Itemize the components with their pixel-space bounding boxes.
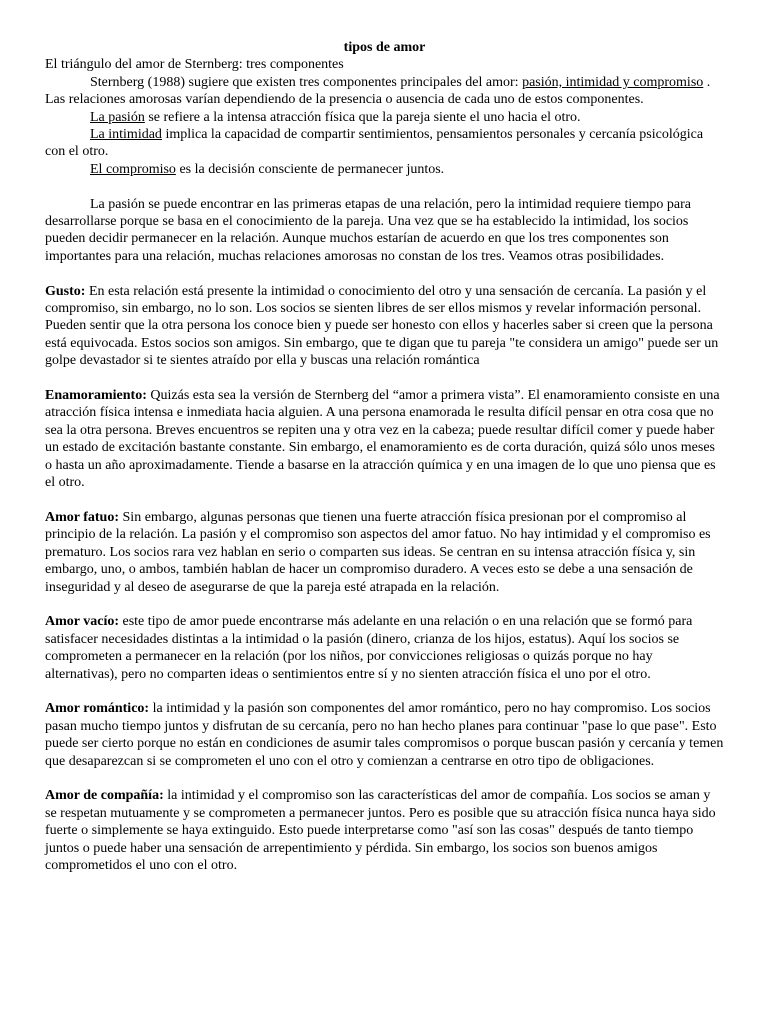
love-type-name: Gusto: [45,283,86,299]
definition-term: La pasión [90,109,145,125]
definition-text: implica la capacidad de compartir sentimientos, pensamientos personales y cercanía psicológica con el otro. [45,127,704,160]
love-type-name: Amor de compañía: [45,788,164,804]
definition-commitment [45,161,724,178]
love-type-liking [45,283,724,370]
love-type-name: Amor romántico: [45,701,150,717]
definition-term: La intimidad [90,127,162,143]
definition-text: es la decisión consciente de permanecer juntos. [175,161,445,177]
love-type-fatuous [45,509,724,596]
love-type-name: Enamoramiento: [45,388,147,404]
definition-passion [45,109,724,126]
love-type-name: Amor fatuo: [45,509,120,525]
definition-term: El compromiso [90,161,176,177]
love-type-text: Quizás esta sea la versión de Sternberg del “amor a primera vista”. El enamoramiento consiste en una atracción física intensa e inmediata hacia alguien. A una persona enamorada le resulta difícil pensar en otra cosa que no sea la otra persona. Breves encuentros se repiten una y otra vez en la cabeza; puede resultar difícil comer y puede haber un estado de excitación bastante constante. Sin embargo, el enamoramiento es de corta duración, quizá sólo unos meses o hasta un año aproximadamente. Tiende a basarse en la atracción química y en una imagen de lo que uno piensa que es el otro. [45,388,720,491]
love-type-text: este tipo de amor puede encontrarse más adelante en una relación o en una relación que se formó para satisfacer necesidades distintas a la intimidad o la pasión (dinero, crianza de los hijos, estatus). Aquí los socios se comprometen a permanecer en la relación (por los niños, por convicciones religiosas o quizás porque no hay alternativas), pero no comparten ideas o sentimientos entre sí y no sienten atracción física el uno por el otro. [45,614,693,682]
love-type-text: la intimidad y la pasión son componentes del amor romántico, pero no hay compromiso. Los socios pasan mucho tiempo juntos y disfrutan de su cercanía, pero no han hecho planes para continuar "pase lo que pase". Esto puede ser cierto porque no están en condiciones de asumir tales compromisos o porque buscan pasión y cercanía y temen que desaparezcan si se comprometen el uno con el otro y comienzan a centrarse en otro tipo de obligaciones. [45,701,724,769]
love-type-empty [45,613,724,683]
intro-paragraph [45,74,724,109]
intro-components: pasión, intimidad y compromiso [522,74,704,90]
definition-intimacy [45,126,724,161]
intro-rest: . Las relaciones amorosas varían dependiendo de la presencia o ausencia de cada uno de estos componentes. [45,74,711,108]
definition-text: se refiere a la intensa atracción física que la pareja siente el uno hacia el otro. [144,109,581,125]
love-type-text: Sin embargo, algunas personas que tienen una fuerte atracción física presionan por el compromiso al principio de la relación. La pasión y el compromiso son aspectos del amor fatuo. No hay intimidad y el compromiso es prematuro. Los socios rara vez hablan en serio o comparten sus ideas. Se centran en su intensa atracción física y, sin embargo, uno, o ambos, también hablan de hacer un compromiso duradero. A veces esto se debe a una sensación de inseguridad y al deseo de asegurarse de que la pareja esté atrapada en la relación. [45,509,711,595]
love-type-text: la intimidad y el compromiso son las características del amor de compañía. Los socios se aman y se respetan mutuamente y se comprometen a permanecer juntos. Pero es posible que su atracción física nunca haya sido fuerte o simplemente se haya extinguido. Esto puede interpretarse como "así son las cosas" después de tanto tiempo juntos o puede haber una sensación de arrepentimiento y pérdida. Sin embargo, los socios son buenos amigos comprometidos el uno con el otro. [45,788,716,873]
love-type-text: En esta relación está presente la intimidad o conocimiento del otro y una sensación de cercanía. La pasión y el compromiso, sin embargo, no lo son. Los socios se sienten libres de ser ellos mismos y revelar información personal. Pueden sentir que la otra persona los conoce bien y puede ser honesto con ellos y hacerles saber si creen que la persona está equivocada. Estos socios son amigos. Sin embargo, que te digan que tu pareja "te considera un amigo" puede ser un golpe devastador si te sientes atraído por ella y buscas una relación romántica [45,283,719,369]
love-type-infatuation [45,387,724,491]
intro-lead: Sternberg (1988) sugiere que existen tres componentes principales del amor: [90,74,523,90]
love-type-romantic [45,700,724,770]
document-title: tipos de amor [343,40,426,55]
love-type-companionate [45,787,724,874]
overview-paragraph: La pasión se puede encontrar en las primeras etapas de una relación, pero la intimidad requiere tiempo para desarrollarse porque se basa en el conocimiento de la pareja. Una vez que se ha establecido la intimidad, los socios pueden decidir permanecer en la relación. Aunque muchos estarían de acuerdo en que los tres componentes son importantes para una relación, muchas relaciones amorosas no constan de los tres. Veamos otras posibilidades. [45,196,691,264]
document-subtitle: El triángulo del amor de Sternberg: tres componentes [45,57,344,73]
love-type-name: Amor vacío: [45,614,119,630]
